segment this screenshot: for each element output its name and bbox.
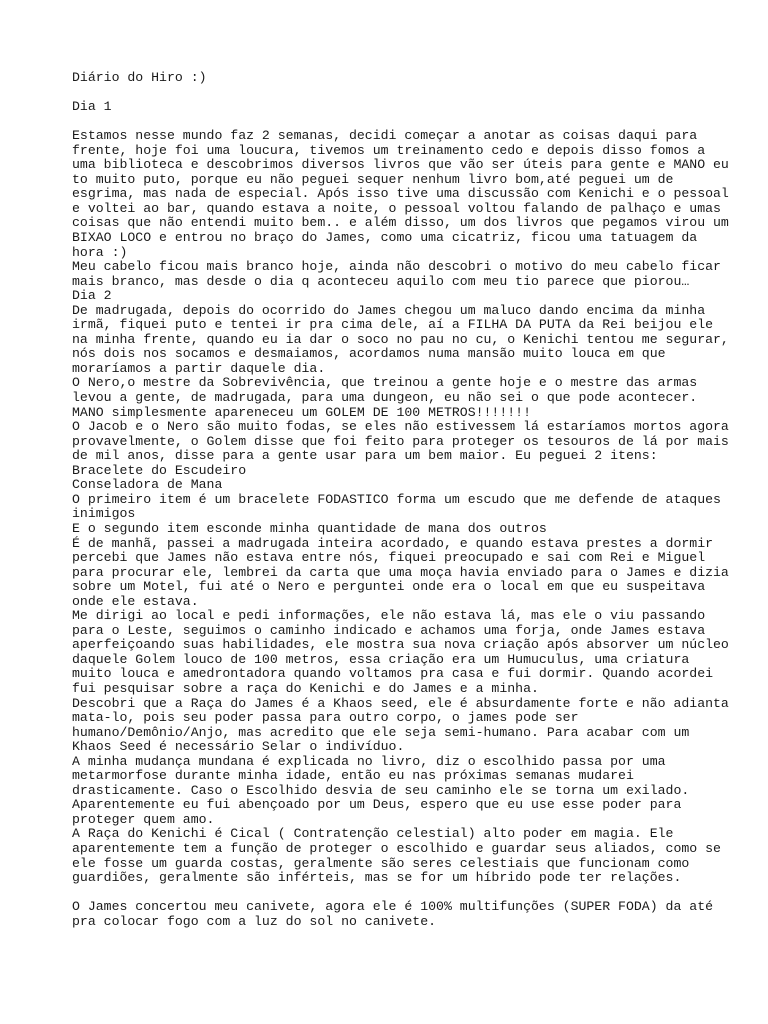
text-line: Bracelete do Escudeiro bbox=[72, 462, 247, 478]
text-line: BIXAO LOCO e entrou no braço do James, como uma cicatriz, ficou uma tatuagem da bbox=[72, 230, 698, 246]
text-line: drasticamente. Caso o Escolhido desvia de seu caminho ele se torna um exilado. bbox=[72, 782, 690, 798]
text-line: moraríamos a partir daquele dia. bbox=[72, 360, 326, 376]
text-line: humano/Demônio/Anjo, mas acredito que ele seja semi-humano. Para acabar com um bbox=[72, 724, 690, 740]
text-line: irmã, fiquei puto e tentei ir pra cima dele, aí a FILHA DA PUTA da Rei beijou ele bbox=[72, 317, 714, 333]
text-line: coisas que não entendi muito bem.. e além disso, um dos livros que pegamos virou um bbox=[72, 215, 729, 231]
text-line: levou a gente, de madrugada, para uma dungeon, eu não sei o que pode acontecer. bbox=[72, 390, 698, 406]
text-line: mata-lo, pois seu poder passa para outro corpo, o james pode ser bbox=[72, 710, 579, 726]
text-line: to muito puto, porque eu não peguei sequer nenhum livro bom,até peguei um de bbox=[72, 171, 674, 187]
text-line: metarmorfose durante minha idade, então eu nas próximas semanas mudarei bbox=[72, 768, 634, 784]
text-line: proteger quem amo. bbox=[72, 811, 215, 827]
text-line: inimigos bbox=[72, 506, 136, 522]
text-line: sobre um Motel, fui até o Nero e perguntei onde era o local em que eu suspeitava bbox=[72, 579, 706, 595]
text-line: O primeiro item é um bracelete FODASTICO forma um escudo que me defende de ataques bbox=[72, 491, 721, 507]
text-line: Dia 1 bbox=[72, 99, 112, 115]
text-line: O James concertou meu canivete, agora ele é 100% multifunções (SUPER FODA) da até bbox=[72, 899, 714, 915]
text-line: Khaos Seed é necessário Selar o indivíduo. bbox=[72, 739, 405, 755]
text-line bbox=[72, 886, 712, 901]
text-line: muito louca e amedrontadora quando voltamos pra casa e fui dormir. Quando acordei bbox=[72, 666, 714, 682]
document-title: Diário do Hiro :) bbox=[72, 70, 207, 85]
text-line: frente, hoje foi uma loucura, tivemos um treinamento cedo e depois disso fomos a bbox=[72, 142, 706, 158]
text-line: Meu cabelo ficou mais branco hoje, ainda não descobri o motivo do meu cabelo ficar bbox=[72, 259, 721, 275]
text-line: mais branco, mas desde o dia q aconteceu aquilo com meu tio parece que piorou… bbox=[72, 273, 690, 289]
text-line: daquele Golem louco de 100 metros, essa criação era um Humuculus, uma criatura bbox=[72, 651, 690, 667]
text-line: e voltei ao bar, quando estava a noite, o pessoal voltou falando de palhaço e umas bbox=[72, 200, 721, 216]
text-line: percebi que James não estava entre nós, fiquei preocupado e sai com Rei e Miguel bbox=[72, 550, 706, 566]
text-line: aparentemente tem a função de proteger o escolhido e guardar seus aliados, como se bbox=[72, 840, 721, 856]
text-line: esgrima, mas nada de especial. Após isso tive uma discussão com Kenichi e o pessoal bbox=[72, 186, 729, 202]
text-line: MANO simplesmente apareneceu um GOLEM DE 100 METROS!!!!!!! bbox=[72, 404, 531, 420]
text-line: Conseladora de Mana bbox=[72, 477, 223, 493]
text-line: Descobri que a Raça do James é a Khaos seed, ele é absurdamente forte e não adianta bbox=[72, 695, 729, 711]
text-line: guardiões, geralmente são inférteis, mas se for um híbrido pode ter relações. bbox=[72, 870, 682, 886]
text-line: E o segundo item esconde minha quantidade de mana dos outros bbox=[72, 520, 547, 536]
document-page bbox=[72, 70, 729, 929]
text-line: nós dois nos socamos e desmaiamos, acordamos numa mansão muito louca em que bbox=[72, 346, 666, 362]
text-line: Me dirigi ao local e pedi informações, ele não estava lá, mas ele o viu passando bbox=[72, 608, 706, 624]
text-line: O Jacob e o Nero são muito fodas, se eles não estivessem lá estaríamos mortos agora bbox=[72, 419, 729, 435]
text-line: onde ele estava. bbox=[72, 593, 199, 609]
text-line: para procurar ele, lembrei da carta que uma moça havia enviado para o James e dizia bbox=[72, 564, 729, 580]
text-line: É de manhã, passei a madrugada inteira acordado, e quando estava prestes a dormir bbox=[72, 535, 714, 551]
text-line: A minha mudança mundana é explicada no livro, diz o escolhido passa por uma bbox=[72, 753, 666, 769]
document-body bbox=[72, 99, 729, 929]
text-line: pra colocar fogo com a luz do sol no canivete. bbox=[72, 913, 437, 929]
text-line: A Raça do Kenichi é Cical ( Contratenção celestial) alto poder em magia. Ele bbox=[72, 826, 674, 842]
text-line: fui pesquisar sobre a raça do Kenichi e do James e a minha. bbox=[72, 680, 539, 696]
blank-line bbox=[72, 86, 712, 101]
text-line: Aparentemente eu fui abençoado por um Deus, espero que eu use esse poder para bbox=[72, 797, 682, 813]
text-line: aperfeiçoando suas habilidades, ele mostra sua nova criação após absorver um núcleo bbox=[72, 637, 729, 653]
text-line: Estamos nesse mundo faz 2 semanas, decidi começar a anotar as coisas daqui para bbox=[72, 128, 698, 144]
text-line: O Nero,o mestre da Sobrevivência, que treinou a gente hoje e o mestre das armas bbox=[72, 375, 698, 391]
text-line: hora :) bbox=[72, 244, 128, 260]
text-line: para o Leste, seguimos o caminho indicado e achamos uma forja, onde James estava bbox=[72, 622, 706, 638]
text-line: de mil anos, disse para a gente usar para um bem maior. Eu peguei 2 itens: bbox=[72, 448, 658, 464]
text-line bbox=[72, 115, 712, 130]
text-line: Dia 2 bbox=[72, 288, 112, 304]
text-line: uma biblioteca e descobrimos diversos livros que vão ser úteis para gente e MANO eu bbox=[72, 157, 729, 173]
text-line: na minha frente, quando eu ia dar o soco no pau no cu, o Kenichi tentou me segurar, bbox=[72, 331, 729, 347]
text-line: ele fosse um guarda costas, geralmente são seres celestiais que funcionam como bbox=[72, 855, 690, 871]
text-line: De madrugada, depois do ocorrido do James chegou um maluco dando encima da minha bbox=[72, 302, 706, 318]
text-line: provavelmente, o Golem disse que foi feito para proteger os tesouros de lá por mais bbox=[72, 433, 729, 449]
